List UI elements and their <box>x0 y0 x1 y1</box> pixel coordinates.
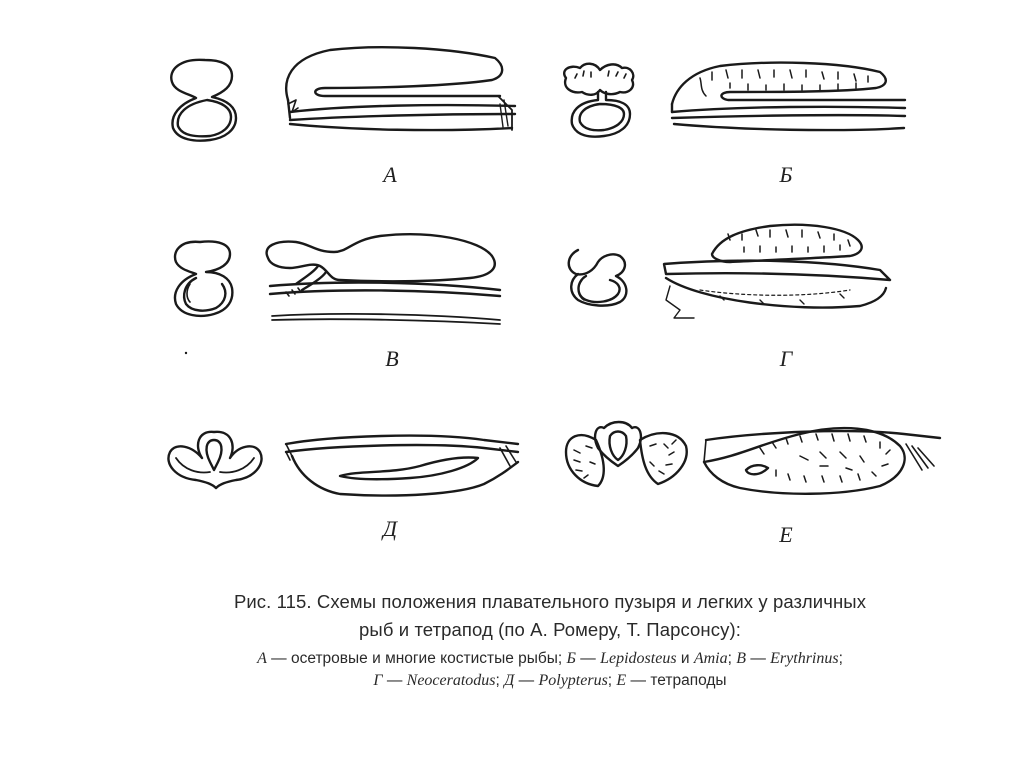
caption-title-line2: рыб и тетрапод (по А. Ромеру, Т. Парсонсу): <box>359 619 741 640</box>
panel-label-d: Д <box>383 516 397 541</box>
legend-text-v: Erythrinus <box>770 650 839 667</box>
legend-key-e: Е <box>616 672 627 689</box>
panel-b-cross-section <box>564 64 633 137</box>
legend-key-d: Д <box>504 672 515 689</box>
panel-b-longitudinal <box>672 63 905 130</box>
panel-d-longitudinal <box>286 436 518 496</box>
legend-text-a: осетровые и многие костистые рыбы; <box>290 650 567 667</box>
panel-v-cross-section <box>175 242 232 316</box>
panel-label-b: Б <box>779 162 793 187</box>
legend-key-v: В <box>736 650 747 667</box>
panel-label-a: А <box>383 162 397 187</box>
panel-v-longitudinal <box>267 234 500 324</box>
legend-key-a: А <box>257 650 267 667</box>
legend-text-b: Lepidosteus <box>600 650 677 667</box>
legend-line-2: Г — Neoceratodus; Д — Polypterus; Е — тетраподы <box>373 672 727 689</box>
panel-label-e: Е <box>779 522 793 547</box>
caption-legend <box>120 648 980 692</box>
panel-a-cross-section <box>171 60 236 141</box>
panel-e-cross-section <box>566 422 687 486</box>
panel-a-longitudinal <box>286 47 515 130</box>
caption-title <box>120 588 980 644</box>
legend-text-g: Neoceratodus <box>406 672 496 689</box>
legend-key-g: Г <box>373 672 383 689</box>
panel-e-longitudinal <box>704 428 940 494</box>
panel-g-cross-section <box>569 250 627 306</box>
panel-label-v: В <box>385 346 399 371</box>
caption-title-line1: Рис. 115. Схемы положения плавательного пузыря и легких у различных <box>233 591 867 612</box>
legend-text-d: Polypterus <box>538 672 608 689</box>
legend-text-e: тетраподы <box>650 672 727 689</box>
legend-text-b2: Amia <box>693 650 728 667</box>
panel-d-cross-section <box>168 432 261 488</box>
legend-line-1: А — осетровые и многие костистые рыбы; Б — Lepidosteus и Amia; В — Erythrinus; <box>257 650 843 667</box>
panel-label-g: Г <box>779 346 793 371</box>
legend-key-b: Б <box>566 650 576 667</box>
panel-g-longitudinal <box>664 225 890 318</box>
